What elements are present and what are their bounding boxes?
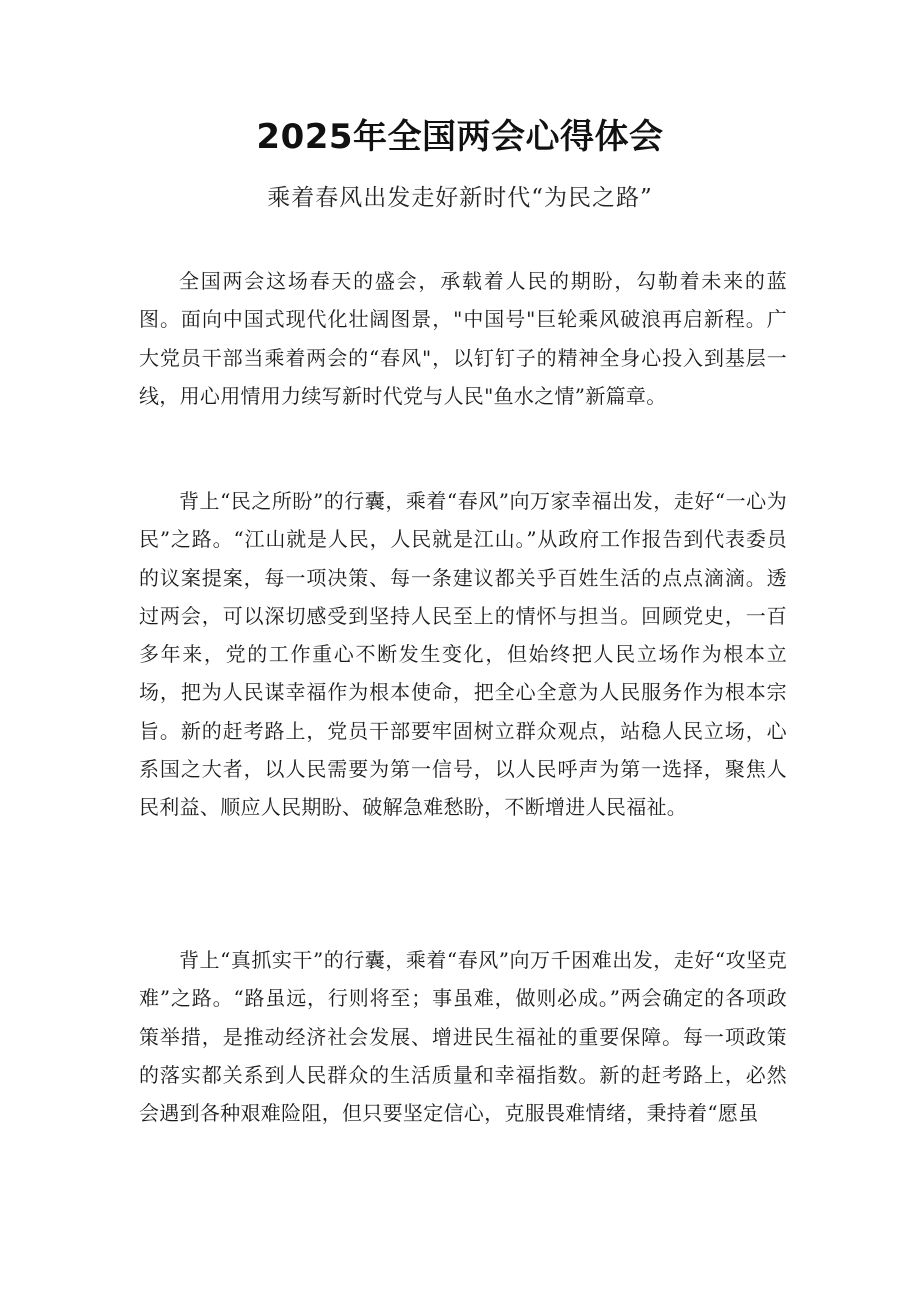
body-paragraph: 背上“真抓实干”的行囊，乘着“春风”向万千困难出发，走好“攻坚克难”之路。“路虽远，行则将至；事虽难，做则必成。”两会确定的各项政策举措，是推动经济社会发展、增进民生福祉的重要保障。每一项政策的落实都关系到人民群众的生活质量和幸福指数。新的赶考路上，必然会遇到各种艰难险阻，但只要坚定信心，克服畏难情绪，秉持着“愿虽 (139, 948, 787, 1126)
body-paragraph: 全国两会这场春天的盛会，承载着人民的期盼，勾勒着未来的蓝图。面向中国式现代化壮阔图景，"中国号"巨轮乘风破浪再启新程。广大党员干部当乘着两会的“春风"，以钉钉子的精神全身心投入到基层一线，用心用情用力续写新时代党与人民"鱼水之情”新篇章。 (139, 269, 787, 408)
body-paragraph: 背上“民之所盼”的行囊，乘着“春风”向万家幸福出发，走好“一心为民”之路。“江山就是人民，人民就是江山。”从政府工作报告到代表委员的议案提案，每一项决策、每一条建议都关乎百姓生活的点点滴滴。透过两会，可以深切感受到坚持人民至上的情怀与担当。回顾党史，一百多年来，党的工作重心不断发生变化，但始终把人民立场作为根本立场，把为人民谋幸福作为根本使命，把全心全意为人民服务作为根本宗旨。新的赶考路上，党员干部要牢固树立群众观点，站稳人民立场，心系国之大者，以人民需要为第一信号，以人民呼声为第一选择，聚焦人民利益、顺应人民期盼、破解急难愁盼，不断增进人民福祉。 (139, 489, 787, 820)
document-title: 2025年全国两会心得体会 (256, 117, 664, 157)
document-subtitle: 乘着春风出发走好新时代“为民之路” (267, 185, 653, 211)
